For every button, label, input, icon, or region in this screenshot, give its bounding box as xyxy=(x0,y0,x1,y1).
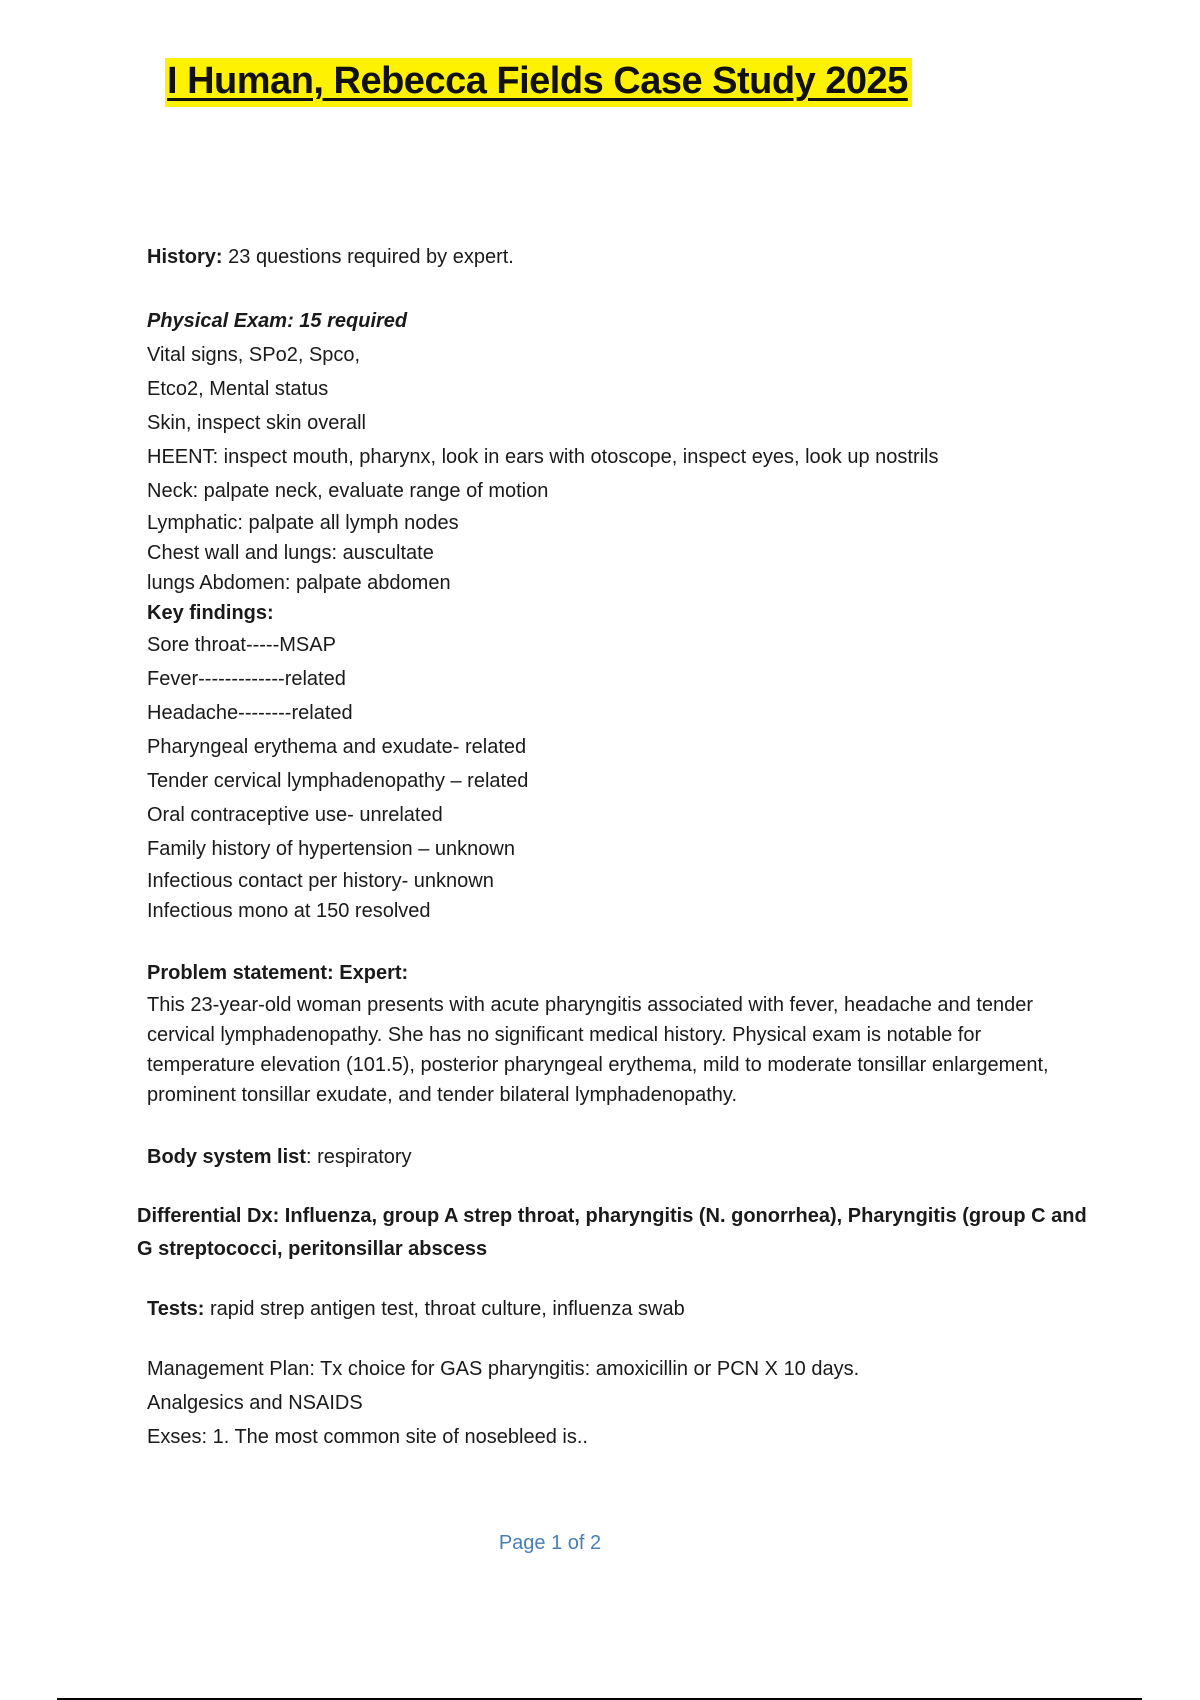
finding-item: Fever-------------related xyxy=(147,668,346,690)
finding-item: Tender cervical lymphadenopathy – related xyxy=(147,770,529,792)
exam-line: Skin, inspect skin overall xyxy=(147,412,366,434)
exam-line: lungs Abdomen: palpate abdomen xyxy=(147,572,451,594)
management-line: Analgesics and NSAIDS xyxy=(147,1392,363,1414)
finding-item: Oral contraceptive use- unrelated xyxy=(147,804,443,826)
exam-line: Lymphatic: palpate all lymph nodes xyxy=(147,512,459,534)
tests-text: rapid strep antigen test, throat culture, influenza swab xyxy=(204,1298,685,1320)
finding-item: Infectious mono at 150 resolved xyxy=(147,900,431,922)
key-findings-heading: Key findings: xyxy=(147,602,274,624)
document-title: I Human, Rebecca Fields Case Study 2025 xyxy=(165,58,912,107)
spacer xyxy=(147,1266,1087,1292)
finding-item: Pharyngeal erythema and exudate- related xyxy=(147,736,527,758)
exam-line: Vital signs, SPo2, Spco, xyxy=(147,344,361,366)
spacer xyxy=(147,1110,1087,1140)
history-text: 23 questions required by expert. xyxy=(222,246,514,268)
exam-line: HEENT: inspect mouth, pharynx, look in ears with otoscope, inspect eyes, look up nostrils xyxy=(147,446,939,468)
tests-line xyxy=(147,1292,1087,1326)
spacer xyxy=(147,926,1087,956)
body-system-text: : respiratory xyxy=(305,1146,412,1168)
spacer xyxy=(147,1326,1087,1352)
exam-line: Neck: palpate neck, evaluate range of motion xyxy=(147,480,549,502)
finding-item: Family history of hypertension – unknown xyxy=(147,838,515,860)
problem-statement-text: This 23-year-old woman presents with acute pharyngitis associated with fever, headache and tender cervical lymphadenopathy. She has no significant medical history. Physical exam is notable for temperature elevation (101.5), posterior pharyngeal erythema, mild to moderate tonsillar enlargement, prominent tonsillar exudate, and tender bilateral lymphadenopathy. xyxy=(147,994,1049,1106)
finding-item: Sore throat-----MSAP xyxy=(147,634,336,656)
finding-item: Infectious contact per history- unknown xyxy=(147,870,494,892)
history-label: History: xyxy=(147,246,223,268)
physical-exam-heading: Physical Exam: 15 required xyxy=(147,310,408,332)
history-line xyxy=(147,240,1087,274)
title-block xyxy=(165,58,912,107)
exam-line: Etco2, Mental status xyxy=(147,378,329,400)
management-line: Exses: 1. The most common site of nosebleed is.. xyxy=(147,1426,588,1448)
finding-item: Headache--------related xyxy=(147,702,353,724)
tests-label: Tests: xyxy=(147,1298,205,1320)
document-body xyxy=(137,240,1087,1454)
differential-dx: Differential Dx: Influenza, group A strep throat, pharyngitis (N. gonorrhea), Pharyngitis (group C and G streptococci, peritonsillar abscess xyxy=(137,1205,1087,1260)
spacer xyxy=(147,1174,1087,1200)
problem-statement-heading: Problem statement: Expert: xyxy=(147,962,409,984)
management-line: Management Plan: Tx choice for GAS pharyngitis: amoxicillin or PCN X 10 days. xyxy=(147,1358,860,1380)
spacer xyxy=(147,274,1087,304)
body-system-line xyxy=(147,1140,1087,1174)
page-number: Page 1 of 2 xyxy=(498,1532,602,1554)
exam-line: Chest wall and lungs: auscultate xyxy=(147,542,434,564)
body-system-label: Body system list xyxy=(147,1146,306,1168)
